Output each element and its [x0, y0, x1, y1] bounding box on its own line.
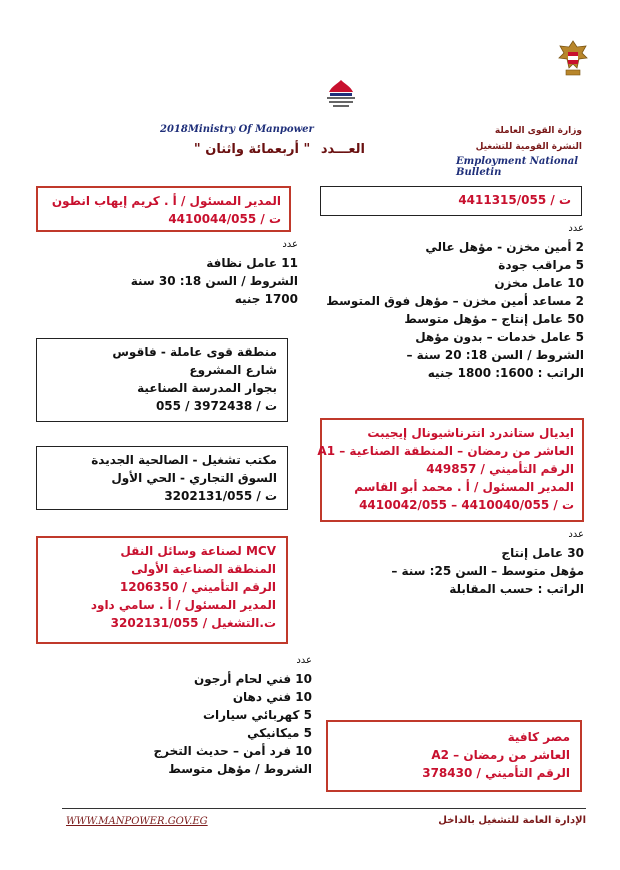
footer-website[interactable]: WWW.MANPOWER.GOV.EG	[66, 816, 208, 827]
count-label: عدد	[568, 223, 584, 234]
box-line: منطقة قوى عاملة - فاقوس	[112, 345, 277, 359]
list-item: 50 عامل إنتاج – مؤهل متوسط	[404, 312, 584, 326]
footer-department: الإدارة العامة للتشغيل بالداخل	[438, 815, 586, 826]
list-item: 10 فرد أمن – حديث التخرج	[153, 744, 312, 758]
list-item: 5 عامل خدمات – بدون مؤهل	[415, 330, 584, 344]
right-box-misr-cafe	[326, 720, 582, 792]
left-box-manager-name: المدير المسئول / أ . كريم إيهاب انطون	[51, 194, 281, 208]
box-line: العاشر من رمضان – A2	[431, 748, 570, 762]
list-item: 11 عامل نظافة	[206, 256, 298, 270]
year: 2018	[160, 124, 188, 135]
box-line: MCV لصناعة وسائل النقل	[120, 544, 276, 558]
year-ministry-en	[160, 124, 314, 135]
list-item: 10 فني دهان	[232, 690, 312, 704]
box-line: ت / 4410040/055 – 4410042/055	[359, 498, 574, 512]
count-label: عدد	[282, 239, 298, 250]
box-line: ايديال ستاندرد انترناشيونال إيجيبت	[367, 426, 574, 440]
list-item: الشروط / السن 18: 20 سنة –	[406, 348, 584, 362]
box-line: الرقم التأميني / 378430	[422, 766, 570, 780]
right-box-phone	[320, 186, 582, 216]
list-item: الشروط / مؤهل متوسط	[168, 762, 312, 776]
left-list-cleaning	[58, 236, 298, 308]
left-box-manager	[36, 186, 291, 232]
box-line: شارع المشروع	[189, 363, 277, 377]
bulletin-name-ar: النشرة القومية للتشغيل	[475, 142, 582, 152]
box-line: ت / 3202131/055	[164, 489, 277, 503]
list-item: مؤهل متوسط – السن 25: سنة –	[391, 564, 584, 578]
list-item: 5 ميكانيكي	[247, 726, 312, 740]
list-item: الراتب : حسب المقابلة	[449, 582, 584, 596]
list-item: 10 عامل مخزن	[494, 276, 584, 290]
box-line: السوق التجاري - الحي الأول	[111, 471, 277, 485]
ministry-logo-icon	[321, 78, 361, 110]
bulletin-name-en: Employment National Bulletin	[456, 156, 579, 178]
footer-divider	[62, 808, 586, 809]
box-line: الرقم التأميني / 1206350	[119, 580, 276, 594]
box-line: الرقم التأميني / 449857	[426, 462, 574, 476]
list-item: 1700 جنيه	[234, 292, 298, 306]
right-box-ideal-standard	[317, 418, 584, 522]
left-box-mcv	[36, 536, 288, 644]
list-item: 2 أمين مخزن - مؤهل عالي	[425, 240, 584, 254]
left-box-salhiya-office	[36, 446, 288, 510]
ministry-name-en: Ministry Of Manpower	[187, 124, 314, 135]
list-item: 5 كهربائي سيارات	[202, 708, 312, 722]
box-line: مكتب تشغيل - الصالحية الجديدة	[91, 453, 277, 467]
right-box-phone-text: ت / 4411315/055	[458, 193, 571, 207]
box-line: ت.التشغيل / 3202131/055	[110, 616, 276, 630]
ministry-name-ar: وزارة القوى العاملة	[494, 126, 582, 136]
egypt-emblem-icon	[556, 38, 590, 80]
box-line: بجوار المدرسة الصناعية	[137, 381, 277, 395]
box-line: المدير المسئول / أ . سامي داود	[90, 598, 276, 612]
list-item: 30 عامل إنتاج	[501, 546, 584, 560]
box-line: المنطقة الصناعية الأولى	[131, 562, 276, 576]
issue-label: العـــدد	[320, 142, 365, 157]
count-label: عدد	[296, 655, 312, 666]
issue-value: " أربعمائة واثنان "	[193, 142, 311, 157]
issue-number	[194, 142, 365, 157]
list-item: 10 فني لحام أرجون	[193, 672, 312, 686]
box-line: مصر كافية	[507, 730, 570, 744]
list-item: 2 مساعد أمين مخزن – مؤهل فوق المتوسط	[326, 294, 584, 308]
left-box-faqous-office	[36, 338, 288, 422]
box-line: ت / 3972438 / 055	[155, 399, 277, 413]
right-list-jobs	[314, 220, 584, 382]
bottom-list-technicians	[72, 652, 312, 778]
box-line: المدير المسئول / أ . محمد أبو القاسم	[354, 480, 574, 494]
list-item: الراتب : 1600: 1800 جنيه	[427, 366, 584, 380]
right-list-production	[314, 526, 584, 598]
count-label: عدد	[568, 529, 584, 540]
left-box-manager-phone: ت / 4410044/055	[168, 212, 281, 226]
box-line: العاشر من رمضان – المنطقة الصناعية – A1	[317, 444, 574, 458]
list-item: 5 مراقب جودة	[498, 258, 584, 272]
list-item: الشروط / السن 18: 30 سنة	[130, 274, 298, 288]
